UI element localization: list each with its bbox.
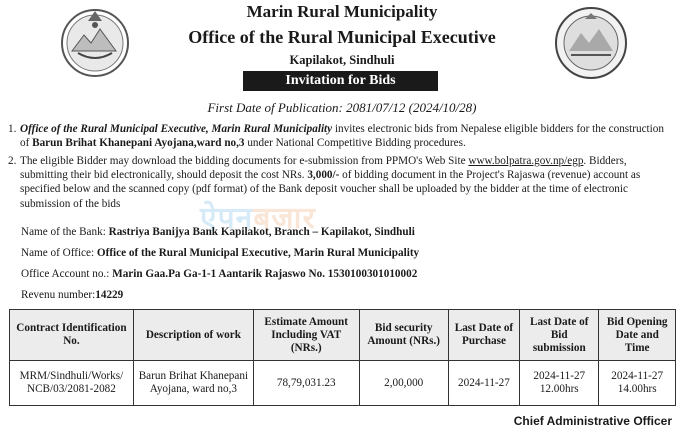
bid-table [9, 309, 676, 406]
paragraph-2-number: 2. [8, 155, 17, 167]
office-label: Name of Office: [21, 247, 97, 259]
watermark-part-b: बजार [253, 201, 316, 236]
office-value: Office of the Rural Municipal Executive, Marin Rural Municipality [96, 247, 420, 259]
table-row [10, 361, 676, 406]
header-security: Bid security Amount (NRs.) [359, 310, 448, 361]
cell-opening: 2024-11-27 14.00hrs [599, 361, 676, 406]
header-description: Description of work [133, 310, 253, 361]
bank-value: Rastriya Banijya Bank Kapilakot, Branch – Kapilakot, Sindhuli [108, 226, 415, 238]
cell-last-purchase: 2024-11-27 [448, 361, 519, 406]
notice-title: Invitation for Bids [243, 71, 438, 91]
paragraph-1 [8, 122, 676, 150]
bank-info [21, 226, 415, 238]
header-opening: Bid Opening Date and Time [599, 310, 676, 361]
paragraph-2-text-c: of bidding document in the Project's Rajaswa (revenue) account as specified below and the scanned copy (pdf format) of the Bank deposit voucher shall be uploaded by the bidder at the time of electronic submission of the bids [20, 169, 641, 210]
project-name: Barun Brihat Khanepani Ayojana,ward no,3 [32, 137, 245, 150]
header-last-submission: Last Date of Bid submission [520, 310, 599, 361]
cell-last-submission: 2024-11-27 12.00hrs [520, 361, 599, 406]
header-last-purchase: Last Date of Purchase [448, 310, 519, 361]
paragraph-1-text-a: invites electronic bids from Nepalese eligible bidders for the construction of [20, 123, 664, 150]
account-info [21, 268, 417, 280]
cell-description: Barun Brihat Khanepani Ayojana, ward no,3 [133, 361, 253, 406]
paragraph-1-number: 1. [8, 123, 17, 135]
revenue-info [21, 289, 123, 301]
bolpatra-link[interactable]: www.bolpatra.gov.np/egp [468, 155, 584, 167]
paragraph-2-text-a: The eligible Bidder may download the bidding documents for e-submission from PPMO's Web Site [20, 155, 469, 167]
signature-title: Chief Administrative Officer [513, 414, 672, 428]
paragraph-1-text-b: under National Competitive Bidding procedures. [244, 137, 466, 150]
office-name: Office of the Rural Municipal Executive [188, 27, 496, 47]
watermark-part-a: ऐपन [200, 201, 254, 236]
revenue-value: 14229 [95, 289, 124, 301]
header-contract: Contract Identification No. [10, 310, 134, 361]
paragraph-1-lead: Office of the Rural Municipal Executive, Marin Rural Municipality [20, 123, 333, 135]
document-cost: 3,000/- [307, 169, 340, 182]
paragraph-2 [8, 154, 676, 211]
cell-estimate: 78,79,031.23 [253, 361, 359, 406]
office-info [21, 247, 419, 259]
paragraph-2-text-b: . Bidders, submitting their bid electronically, should deposit the cost NRs. [20, 155, 627, 182]
cell-security: 2,00,000 [359, 361, 448, 406]
account-value: Marin Gaa.Pa Ga-1-1 Aantarik Rajaswo No. 1530100301010002 [112, 268, 418, 280]
header-estimate: Estimate Amount Including VAT (NRs.) [253, 310, 359, 361]
table-header-row [10, 310, 676, 361]
bank-label: Name of the Bank: [21, 226, 109, 238]
municipality-name: Marin Rural Municipality [246, 2, 438, 21]
publication-date: First Date of Publication: 2081/07/12 (2024/10/28) [207, 100, 477, 115]
office-address: Kapilakot, Sindhuli [289, 53, 395, 67]
cell-contract: MRM/Sindhuli/Works/ NCB/03/2081-2082 [10, 361, 134, 406]
revenue-label: Revenu number: [21, 289, 96, 301]
account-label: Office Account no.: [21, 268, 113, 280]
